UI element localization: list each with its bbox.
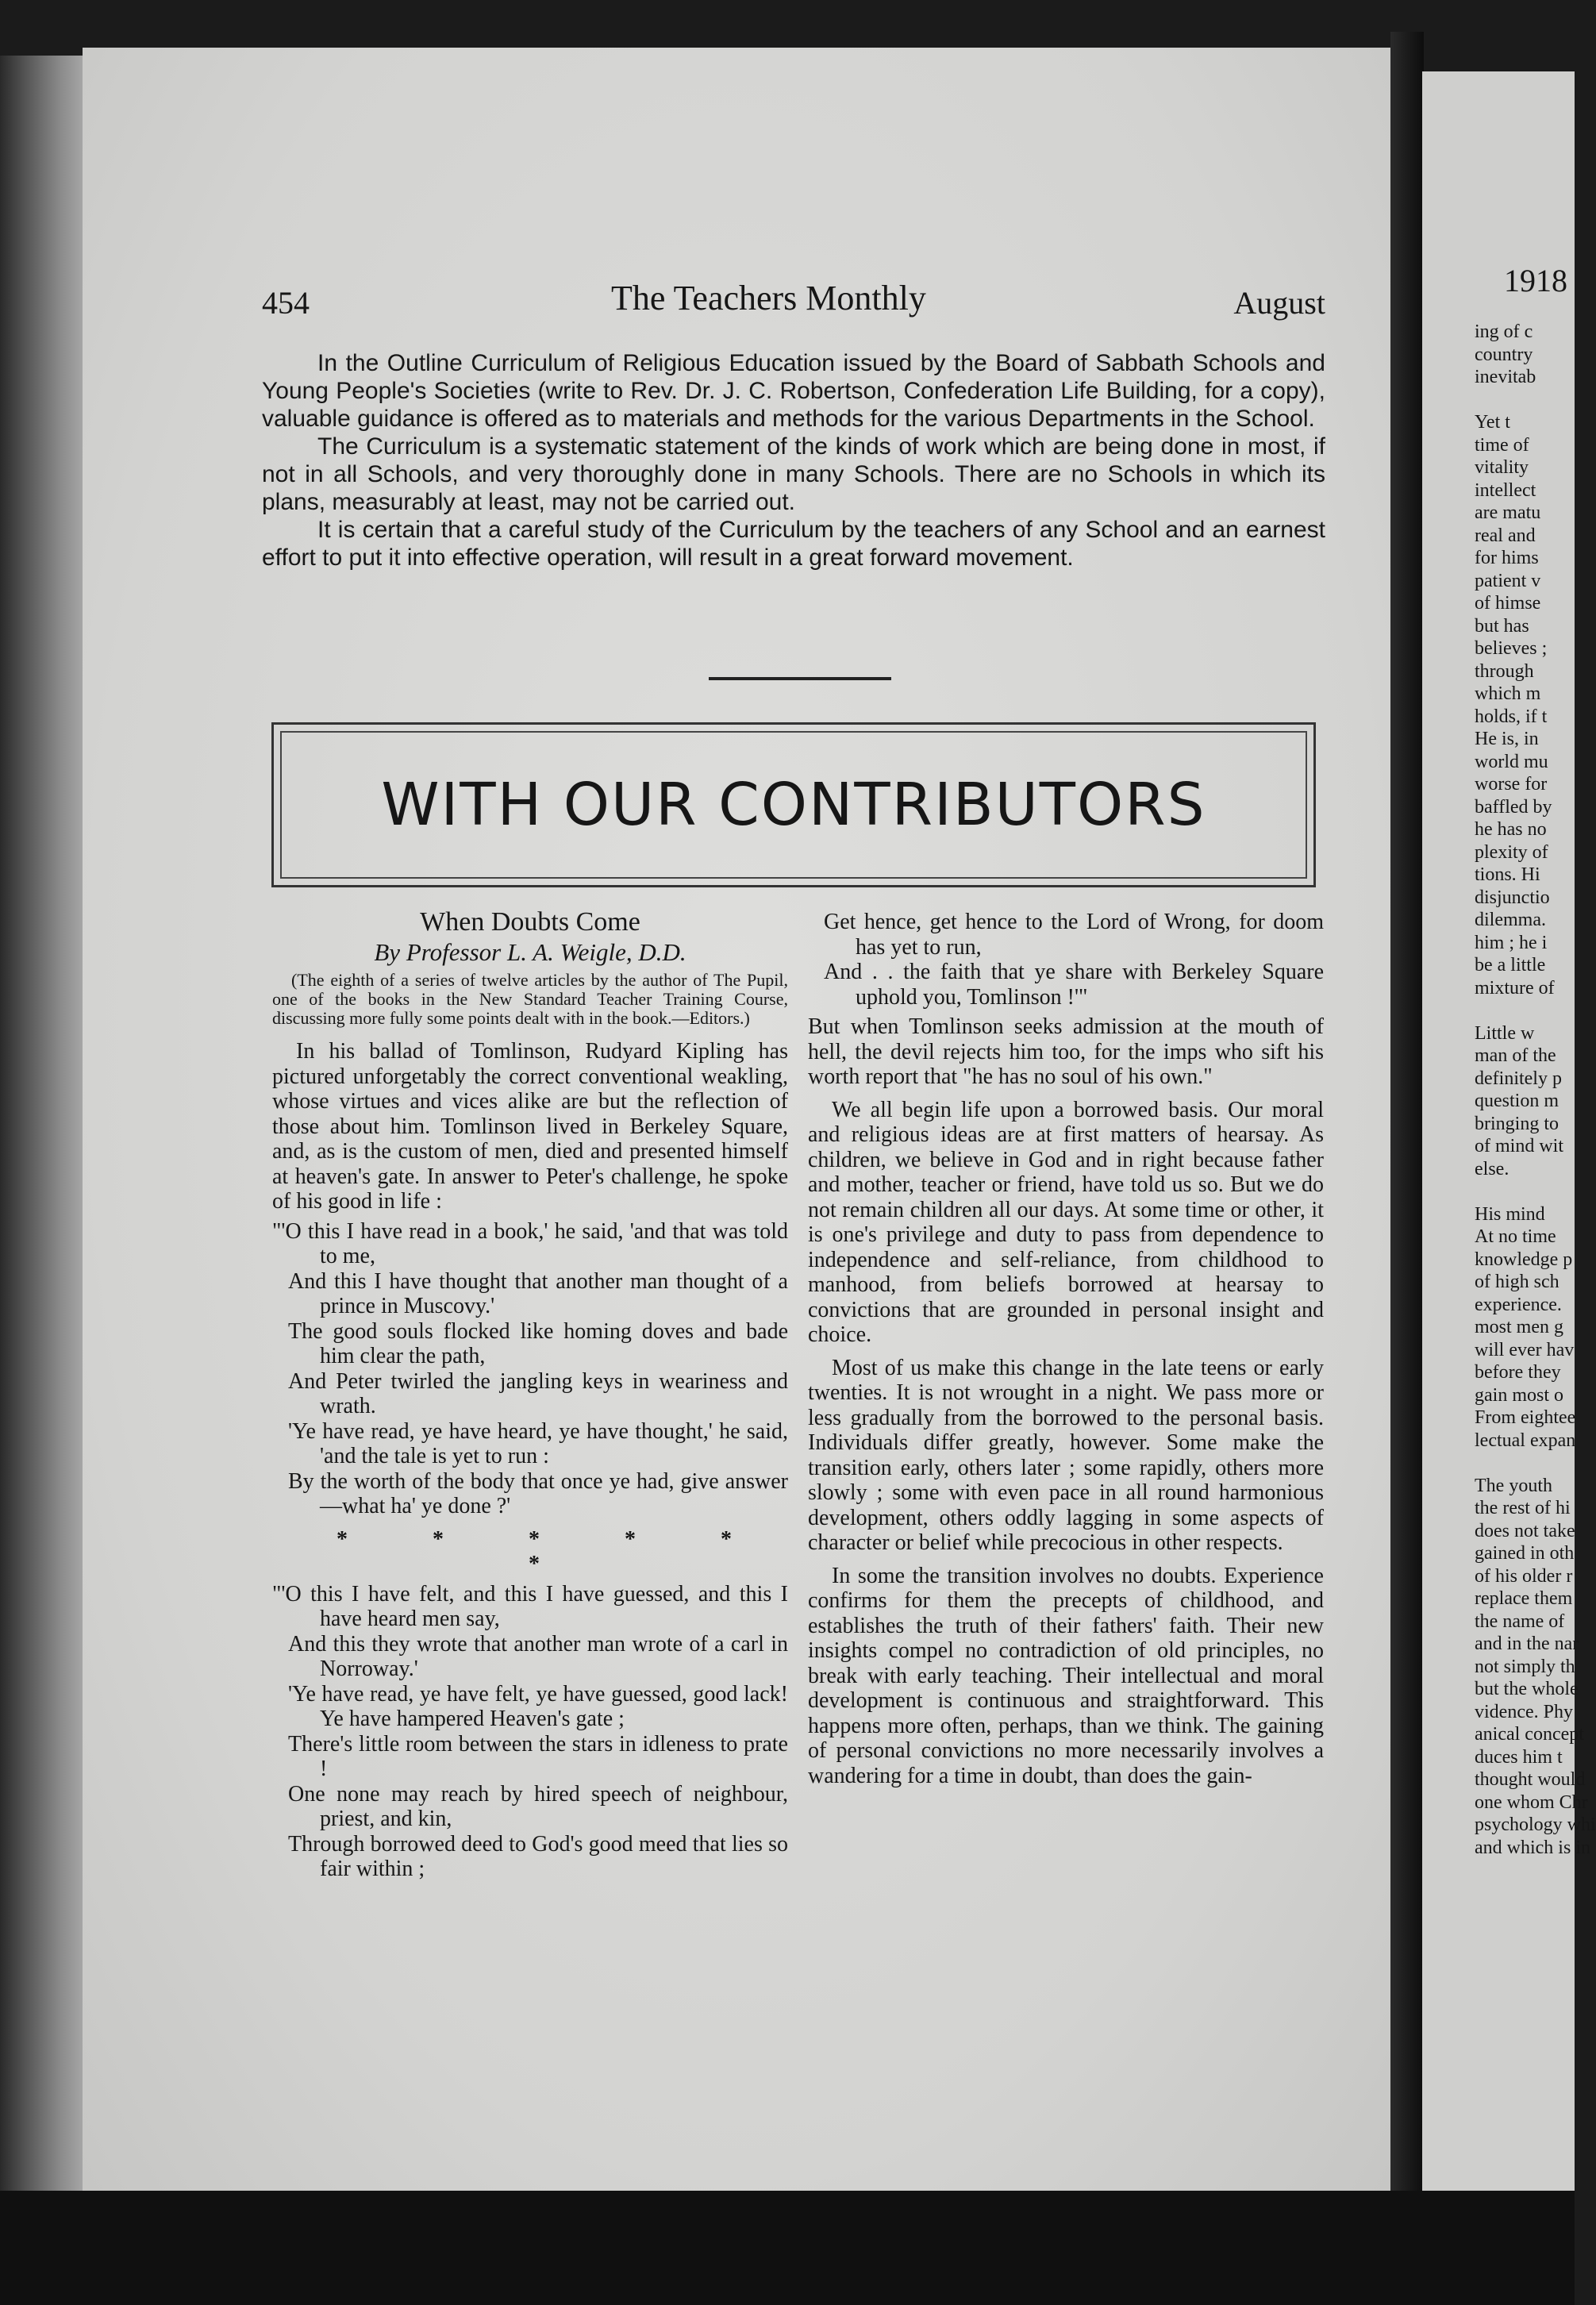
right-page-line: real and — [1475, 525, 1536, 546]
right-page-line: one whom Chr — [1475, 1791, 1588, 1813]
verse-block — [272, 1219, 788, 1519]
right-page-line: experience. — [1475, 1294, 1562, 1315]
running-header — [262, 278, 1325, 325]
right-page-line: does not take — [1475, 1520, 1575, 1541]
right-page-text-fragment — [1475, 321, 1596, 1859]
right-page-line: plexity of — [1475, 841, 1548, 863]
right-page-line: of high sch — [1475, 1272, 1559, 1292]
right-page-line: before they — [1475, 1362, 1561, 1383]
right-page-line: time of — [1475, 434, 1529, 456]
right-page-line: disjunctio — [1475, 887, 1550, 908]
article-column-left — [272, 907, 788, 1882]
right-page-line: gained in oth — [1475, 1543, 1575, 1564]
right-page-line: will ever hav — [1475, 1339, 1575, 1360]
right-page-line: man of the — [1475, 1045, 1556, 1066]
right-page-line — [1475, 1452, 1575, 1475]
right-page-line: mixture of — [1475, 977, 1555, 999]
verse-line: 'Ye have read, ye have heard, ye have thought,' he said, 'and the tale is yet to run : — [288, 1418, 788, 1468]
right-page-line: gain most o — [1475, 1384, 1563, 1406]
right-page-line: psychology whi — [1475, 1814, 1596, 1835]
article-byline: By Professor L. A. Weigle, D.D. — [374, 937, 686, 966]
intro-paragraph: In the Outline Curriculum of Religious Education issued by the Board of Sabbath Schools and Young People's Societies (write to Rev. Dr. J. C. Robertson, Confederation Life Building, for a copy), valuable guidance is offered as to materials and methods for the various Departments in the School. — [262, 350, 1325, 432]
right-page-year: 1918 — [1504, 263, 1567, 298]
right-page-line: holds, if t — [1475, 706, 1548, 727]
section-banner-title: WITH OUR CONTRIBUTORS — [381, 771, 1206, 839]
right-page-line: which m — [1475, 683, 1541, 704]
verse-stars: * * * * * * — [337, 1526, 771, 1576]
right-page-line: At no time — [1475, 1226, 1556, 1247]
right-page-line: His mind — [1475, 1203, 1545, 1225]
right-page-line: From eightee — [1475, 1407, 1576, 1428]
scan-bottom-border — [0, 2191, 1575, 2305]
right-page-line: world mu — [1475, 751, 1548, 772]
right-page-line: intellect — [1475, 479, 1536, 501]
issue-month: August — [1233, 285, 1325, 321]
article-paragraph: Most of us make this change in the late teens or early twenties. It is not wrought in a night. We pass more or less gradually from the borrowed to the personal basis. Individuals differ greatly, however. Some make the transition early, others later ; some rapidly, others more slowly ; some with even pace in all round harmonious development, others oddly lagging in some aspects of character or belief while precocious in other respects. — [808, 1355, 1324, 1555]
right-page-line: him ; he i — [1475, 932, 1548, 953]
right-page-line: inevitab — [1475, 367, 1536, 387]
section-banner — [271, 722, 1316, 887]
right-page-line: definitely p — [1475, 1068, 1562, 1089]
right-page-line — [1475, 999, 1575, 1022]
article-column-right — [808, 910, 1324, 1793]
verse-line: 'Ye have read, ye have felt, ye have guessed, good lack! Ye have hampered Heaven's gate ; — [288, 1681, 788, 1731]
right-page-line: believes ; — [1475, 638, 1548, 659]
right-page-line: bringing to — [1475, 1113, 1559, 1134]
right-page-line: be a little — [1475, 955, 1546, 975]
right-page-line: vitality — [1475, 457, 1529, 478]
verse-line: And Peter twirled the jangling keys in weariness and wrath. — [288, 1368, 788, 1418]
right-page-line: he has no — [1475, 819, 1547, 840]
right-page-line: else. — [1475, 1158, 1509, 1179]
right-page-line: the rest of hi — [1475, 1498, 1571, 1518]
right-page-line: of mind wit — [1475, 1136, 1563, 1156]
article-paragraph: In his ballad of Tomlinson, Rudyard Kipling has pictured unforgetably the correct conventional weakling, whose virtues and vices alike are but the reflection of those about him. Tomlinson lived in Berkeley Square, and, as is the custom of men, died and presented himself at heaven's gate. In answer to Peter's challenge, he spoke of his good in life : — [272, 1039, 788, 1214]
right-page-line: dilemma. — [1475, 910, 1546, 930]
right-page-line: patient v — [1475, 570, 1541, 591]
book-spine-edge — [0, 56, 86, 2191]
book-gutter — [1390, 32, 1424, 2207]
right-page-line: anical concept — [1475, 1724, 1584, 1745]
verse-line: "'O this I have felt, and this I have guessed, and this I have heard men say, — [272, 1581, 788, 1631]
right-page-line: worse for — [1475, 774, 1548, 795]
verse-line: Get hence, get hence to the Lord of Wrong, for doom has yet to run, — [824, 910, 1324, 960]
right-page-line: replace them — [1475, 1588, 1573, 1609]
right-page-line: Little w — [1475, 1022, 1535, 1044]
right-page-line: The youth — [1475, 1475, 1552, 1496]
right-page-line: not simply th — [1475, 1656, 1575, 1677]
intro-notice — [262, 349, 1325, 571]
right-page-line: lectual expan — [1475, 1430, 1576, 1451]
right-page-line: vidence. Phy — [1475, 1701, 1573, 1722]
verse-line: One none may reach by hired speech of neighbour, priest, and kin, — [288, 1781, 788, 1831]
right-page-line: baffled by — [1475, 796, 1552, 818]
verse-line: And this they wrote that another man wrote of a carl in Norroway.' — [288, 1631, 788, 1681]
right-page-line: for hims — [1475, 548, 1539, 568]
verse-line: The good souls flocked like homing doves and bade him clear the path, — [288, 1318, 788, 1368]
article-paragraph: We all begin life upon a borrowed basis. Our moral and religious ideas are at first matters of hearsay. As children, we believe in God and in right because father and mother, teacher or friend, have told us so. But we do not remain children all our days. At some time or other, it is one's privilege and duty to pass from dependence to independence and self-reliance, from childhood to manhood, from beliefs borrowed at hearsay to convictions that are grounded in personal insight and choice. — [808, 1097, 1324, 1347]
verse-line: And this I have thought that another man thought of a prince in Muscovy.' — [288, 1268, 788, 1318]
right-page-line — [1475, 1180, 1575, 1203]
verse-block — [272, 1582, 788, 1882]
verse-line: "'O this I have read in a book,' he said, 'and that was told to me, — [272, 1218, 788, 1268]
verse-line: There's little room between the stars in idleness to prate ! — [288, 1731, 788, 1781]
section-divider-rule — [709, 677, 891, 680]
right-page-line: Yet t — [1475, 412, 1510, 433]
right-page-line: He is, in — [1475, 729, 1539, 749]
right-page-line: and in the nar — [1475, 1634, 1579, 1654]
right-page-line: the name of — [1475, 1610, 1565, 1632]
right-page-line: knowledge p — [1475, 1249, 1573, 1270]
right-page-line: but the whole — [1475, 1679, 1579, 1699]
right-page-line: but has — [1475, 615, 1529, 637]
right-page-line: question m — [1475, 1091, 1559, 1111]
right-page-line: duces him t — [1475, 1746, 1563, 1768]
right-page-line: tions. Hi — [1475, 864, 1540, 885]
intro-paragraph: The Curriculum is a systematic statement of the kinds of work which are being done in most, if not in all Schools, and very thoroughly done in many Schools. There are no Schools in which its plans, measurably at least, may not be carried out. — [262, 433, 1325, 515]
verse-line: And . . the faith that ye share with Berkeley Square uphold you, Tomlinson !'" — [824, 960, 1324, 1010]
right-page-line — [1475, 389, 1575, 412]
verse-block — [808, 910, 1324, 1010]
right-page-line: through — [1475, 660, 1534, 682]
article-paragraph: But when Tomlinson seeks admission at the mouth of hell, the devil rejects him too, for the imps who sift his worth report that "he has no soul of his own." — [808, 1014, 1324, 1089]
right-page-line: are matu — [1475, 502, 1541, 523]
page-number: 454 — [262, 285, 310, 321]
verse-line: Through borrowed deed to God's good meed that lies so fair within ; — [288, 1831, 788, 1881]
right-page-line: thought would — [1475, 1769, 1586, 1790]
right-page-line: most men g — [1475, 1317, 1563, 1337]
right-page-line: and which is in — [1475, 1837, 1590, 1858]
right-page-line: country — [1475, 344, 1533, 365]
verse-line: By the worth of the body that once ye had, give answer—what ha' ye done ?' — [288, 1468, 788, 1518]
right-page-line: of his older r — [1475, 1565, 1573, 1587]
right-page-line: ing of c — [1475, 321, 1533, 342]
editor-note: (The eighth of a series of twelve articles by the author of The Pupil, one of the books in the New Standard Teacher Training Course, discussing more fully some points dealt with in the book.—Editors.) — [272, 970, 788, 1028]
intro-paragraph: It is certain that a careful study of the Curriculum by the teachers of any School and an earnest effort to put it into effective operation, will result in a great forward movement. — [262, 517, 1325, 571]
article-paragraph: In some the transition involves no doubts. Experience confirms for them the precepts of childhood, and establishes the truth of their fathers' faith. Their new insights compel no contradiction of old principles, no break with early teaching. Their intellectual and moral development is continuous and straightforward. This happens more often, perhaps, than we think. The gaining of personal convictions no more necessarily involves a wandering for a time in doubt, than does the gain- — [808, 1563, 1324, 1788]
right-page-line: of himse — [1475, 593, 1541, 614]
article-title: When Doubts Come — [420, 907, 640, 937]
journal-title: The Teachers Monthly — [611, 279, 926, 317]
